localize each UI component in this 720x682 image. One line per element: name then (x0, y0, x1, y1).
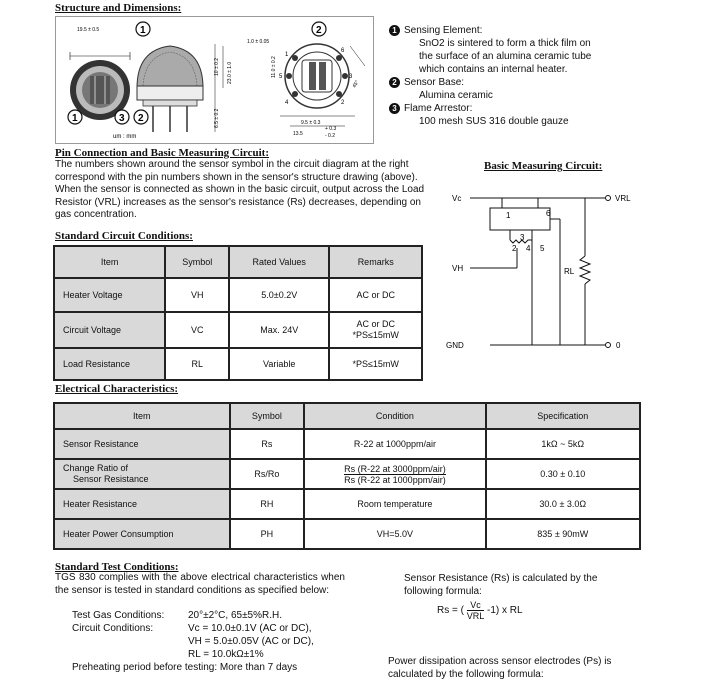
circuit-pin-6: 6 (546, 209, 551, 218)
circuit-pin-3: 3 (520, 233, 525, 242)
pin-connection-heading: Pin Connection and Basic Measuring Circuit: (55, 147, 270, 159)
circuit-vc: Vc (452, 194, 462, 203)
circuit-zero: 0 (616, 341, 621, 350)
electrical-table (53, 402, 641, 550)
std-circuit-table (53, 245, 423, 381)
cell: PH (230, 519, 305, 549)
th-item: Item (54, 403, 230, 429)
rs-den: VRL (466, 611, 485, 621)
cell: 1kΩ ~ 5kΩ (486, 429, 640, 459)
cell: Room temperature (304, 489, 485, 519)
legend-1-line-1: SnO2 is sintered to form a thick film on (419, 38, 591, 49)
dim-base: 9.5 ± 0.3 (301, 120, 321, 126)
std-circuit-heading: Standard Circuit Conditions: (55, 230, 193, 242)
th-remarks: Remarks (329, 246, 422, 278)
th-symbol: Symbol (230, 403, 305, 429)
rs-lhs: Rs = ( (437, 605, 464, 617)
dim-pin: 6.5 ± 0.2 (214, 108, 220, 128)
legend-1-title: 1 Sensing Element: (389, 24, 591, 37)
pin-1: 1 (285, 52, 289, 58)
dim-angle: 45° (351, 79, 361, 89)
circuit-pin-1: 1 (506, 211, 511, 220)
cell: AC or DC (329, 278, 422, 312)
ratio-numerator: Rs (R-22 at 3000ppm/air) (344, 463, 446, 474)
pin-connection-text: The numbers shown around the sensor symbol in the circuit diagram at the right correspond with the pin numbers shown in the sensor's structure drawing (above). When the sensor is connected as shown in the basic circuit, output across the Load Resistor (VRL) increases as the sensor's resistance (Rs) decreases, depending on gas concentration. (55, 159, 425, 220)
callout-1b (68, 110, 82, 124)
circuit-pin-4: 4 (526, 244, 531, 253)
dim-h3: 11.0 ± 0.2 (271, 56, 277, 78)
circuit-cond-vh: VH = 5.0±0.05V (AC or DC), (188, 636, 314, 647)
circuit-cond-rl: RL = 10.0kΩ±1% (188, 649, 264, 660)
legend-3-line-1: 100 mesh SUS 316 double gauze (419, 116, 569, 127)
row-change-ratio: Change Ratio of Sensor Resistance (54, 459, 230, 489)
legend-2-title: 2 Sensor Base: (389, 76, 591, 89)
cell: 0.30 ± 0.10 (486, 459, 640, 489)
th-symbol: Symbol (165, 246, 229, 278)
cell: Rs (230, 429, 305, 459)
circuit-pin-2: 2 (512, 244, 517, 253)
dim-top: 1.0 ± 0.05 (247, 39, 270, 45)
cell: VH=5.0V (304, 519, 485, 549)
test-gas-value: 20°±2°C, 65±5%R.H. (188, 610, 283, 621)
cell: R-22 at 1000ppm/air (304, 429, 485, 459)
cell: 5.0±0.2V (229, 278, 329, 312)
circuit-cond-label: Circuit Conditions: (72, 623, 154, 634)
row-heater-voltage: Heater Voltage (54, 278, 165, 312)
row-circuit-voltage: Circuit Voltage (54, 312, 165, 348)
svg-text:2: 2 (316, 25, 322, 36)
basic-circuit-diagram (440, 178, 640, 354)
electrical-heading: Electrical Characteristics: (55, 383, 179, 395)
unit-label: um : mm (113, 134, 137, 140)
circuit-rl: RL (564, 267, 575, 276)
ps-formula-text: Power dissipation across sensor electrodes (Ps) is calculated by the following formula: (388, 656, 612, 680)
circuit-vh: VH (452, 264, 464, 273)
cell: RH (230, 489, 305, 519)
rs-num: Vc (467, 600, 485, 611)
svg-text:3: 3 (119, 113, 125, 124)
rs-formula-text: Sensor Resistance (Rs) is calculated by the following formula: (404, 573, 598, 597)
dim-h2: 23.0 ± 1.0 (227, 61, 233, 84)
cell: RL (165, 348, 229, 380)
preheat-text: Preheating period before testing: More than 7 days (72, 662, 298, 673)
svg-text:2: 2 (138, 113, 144, 124)
row-heater-resistance: Heater Resistance (54, 489, 230, 519)
ratio-condition (304, 459, 485, 489)
th-rated: Rated Values (229, 246, 329, 278)
callout-2b (134, 110, 148, 124)
cell: 835 ± 90mW (486, 519, 640, 549)
legend-1-line-2: the surface of an alumina ceramic tube (419, 51, 592, 62)
th-item: Item (54, 246, 165, 278)
cell: AC or DC *PS≤15mW (329, 312, 422, 348)
pin-6: 6 (341, 48, 345, 54)
std-test-intro: TGS 830 complies with the above electrical characteristics when the sensor is tested in standard conditions as specified below: (55, 572, 345, 596)
legend-2-line-1: Alumina ceramic (419, 90, 493, 101)
row-load-resistance: Load Resistance (54, 348, 165, 380)
cell: Max. 24V (229, 312, 329, 348)
pin-5: 5 (279, 74, 283, 80)
rs-formula (437, 600, 523, 621)
cell: Rs/Ro (230, 459, 305, 489)
component-legend (389, 24, 591, 128)
test-gas-label: Test Gas Conditions: (72, 610, 165, 621)
circuit-gnd: GND (446, 341, 464, 350)
cell: 30.0 ± 3.0Ω (486, 489, 640, 519)
cell: VH (165, 278, 229, 312)
cell: *PS≤15mW (329, 348, 422, 380)
legend-3-title: 3 Flame Arrestor: (389, 102, 591, 115)
cell: VC (165, 312, 229, 348)
callout-3 (115, 110, 129, 124)
dim-tol-minus: - 0.2 (325, 133, 336, 139)
dim-tol-plus: + 0.3 (325, 126, 337, 132)
dim-width: 19.5 ± 0.5 (77, 27, 100, 33)
pin-2: 2 (341, 100, 345, 106)
row-heater-power: Heater Power Consumption (54, 519, 230, 549)
structure-drawing (55, 16, 375, 144)
circuit-pin-5: 5 (540, 244, 545, 253)
pin-4: 4 (285, 100, 289, 106)
ratio-denominator: Rs (R-22 at 1000ppm/air) (344, 474, 446, 485)
legend-1-line-3: which contains an internal heater. (419, 64, 568, 75)
pin-3: 3 (349, 74, 353, 80)
svg-text:1: 1 (140, 25, 146, 36)
th-condition: Condition (304, 403, 485, 429)
circuit-heading: Basic Measuring Circuit: (484, 160, 603, 172)
th-spec: Specification (486, 403, 640, 429)
dim-h1: 10 ± 0.2 (214, 57, 220, 76)
callout-2 (312, 22, 326, 36)
row-sensor-resistance: Sensor Resistance (54, 429, 230, 459)
structure-heading: Structure and Dimensions: (55, 2, 182, 14)
circuit-cond-vc: Vc = 10.0±0.1V (AC or DC), (188, 623, 312, 634)
dim-base2: 13.5 (293, 131, 303, 137)
callout-1 (136, 22, 150, 36)
std-test-heading: Standard Test Conditions: (55, 561, 179, 573)
circuit-vrl: VRL (615, 194, 631, 203)
rs-rhs: -1) x RL (487, 605, 523, 617)
svg-text:1: 1 (72, 113, 78, 124)
cell: Variable (229, 348, 329, 380)
rs-fraction (467, 600, 485, 621)
